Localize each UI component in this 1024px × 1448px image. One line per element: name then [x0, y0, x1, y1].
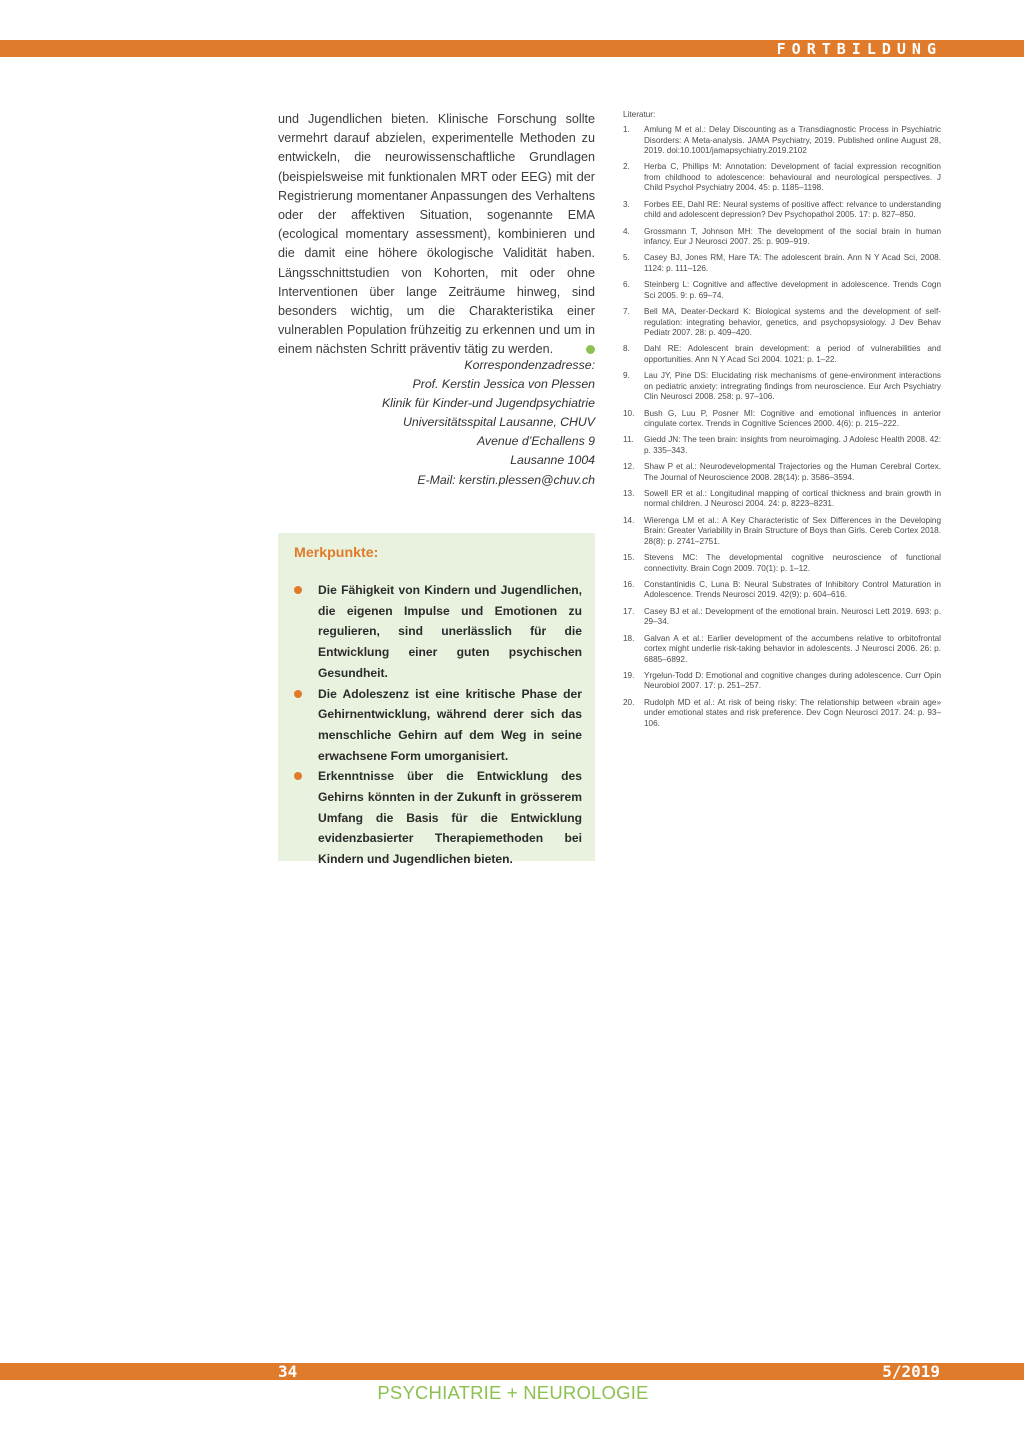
reference-item [623, 125, 941, 156]
reference-number: 15. [623, 553, 635, 563]
reference-text: Casey BJ, Jones RM, Hare TA: The adolescent brain. Ann N Y Acad Sci, 2008. 1124: p. 111–126. [644, 253, 941, 273]
bullet-icon [294, 690, 302, 698]
reference-number: 20. [623, 698, 635, 707]
key-points-title: Merkpunkte: [294, 545, 379, 561]
address-email: E-Mail: kerstin.plessen@chuv.ch [417, 472, 595, 487]
reference-text: Dahl RE: Adolescent brain development: a period of vulnerabilities and opportunities. Ann N Y Acad Sci 2004. 1021: p. 1–22. [644, 344, 941, 364]
reference-number: 1. [623, 125, 630, 135]
reference-item [623, 553, 941, 574]
reference-text: Wierenga LM et al.: A Key Characteristic of Sex Differences in the Developing Brain: Greater Variability in Brain Structure of Boys than Girls. Cereb Cortex 2018. 28(8): p. 2741–2751. [644, 516, 941, 546]
reference-text: Rudolph MD et al.: At risk of being risky: The relationship between «brain age» under emotional states and risk preference. Dev Cogn Neurosci 2017. 24: p. 93–106. [644, 698, 941, 728]
reference-item [623, 280, 941, 301]
address-hospital: Universitätsspital Lausanne, CHUV [402, 415, 595, 430]
reference-number: 14. [623, 516, 635, 526]
reference-number: 8. [623, 344, 630, 354]
reference-item [623, 580, 941, 601]
correspondence-address [360, 356, 595, 490]
reference-text: Amlung M et al.: Delay Discounting as a Transdiagnostic Process in Psychiatric Disorders: A Meta-analysis. JAMA Psychiatry, 2019. Published online August 28, 2019. doi:10.1001/jamapsychiatry.2019.2102 [644, 125, 941, 155]
bullet-icon [294, 586, 302, 594]
bullet-icon [294, 772, 302, 780]
reference-number: 9. [623, 371, 630, 381]
reference-number: 7. [623, 307, 630, 317]
reference-number: 17. [623, 607, 635, 617]
reference-item [623, 489, 941, 510]
reference-text: Casey BJ et al.: Development of the emotional brain. Neurosci Lett 2019. 693: p. 29–34. [644, 607, 941, 627]
reference-text: Yrgelun-Todd D: Emotional and cognitive changes during adolescence. Curr Opin Neurobiol 2007. 17: p. 251–257. [644, 671, 941, 691]
reference-text: Bush G, Luu P, Posner MI: Cognitive and emotional influences in anterior cingulate cortex. Trends in Cognitive Sciences 2000. 4(6): p. 215–222. [644, 408, 941, 428]
reference-item [623, 634, 941, 665]
reference-text: Grossmann T, Johnson MH: The development of the social brain in human infancy. Eur J Neurosci 2007. 25: p. 909–919. [644, 226, 941, 246]
reference-text: Forbes EE, Dahl RE: Neural systems of positive affect: relvance to understanding child and adolescent depression? Dev Psychopathol 2005. 17: p. 827–850. [644, 199, 941, 219]
references-title: Literatur: [623, 110, 656, 119]
reference-item [623, 344, 941, 365]
reference-number: 2. [623, 162, 630, 172]
reference-text: Herba C, Phillips M: Annotation: Development of facial expression recognition from childhood to adolescence: behavioural and neurological perspectives. J Child Psychol Psychiatry 2004. 45: p. 1185–1198. [644, 162, 941, 193]
reference-number: 3. [623, 199, 630, 209]
reference-text: Constantinidis C, Luna B: Neural Substrates of Inhibitory Control Maturation in Adolescence. Trends Neurosci 2019. 42(9): p. 604–616. [644, 580, 941, 600]
section-label: FORTBILDUNG [776, 40, 942, 58]
end-mark-icon [586, 345, 595, 354]
reference-item [623, 435, 941, 456]
reference-number: 5. [623, 253, 630, 263]
journal-title: PSYCHIATRIE + NEUROLOGIE [377, 1382, 649, 1403]
body-text-column [278, 110, 595, 360]
reference-number: 6. [623, 280, 630, 290]
key-points-box [278, 533, 595, 867]
issue-number: 5/2019 [882, 1362, 940, 1381]
reference-text: Lau JY, Pine DS: Elucidating risk mechanisms of gene-environment interactions on pediatric anxiety: intregrating findings from neuroscience. Eur Arch Psychiatry Clin Neurosci 2008. 258: p. 97–106. [644, 371, 941, 401]
key-point-text: Die Fähigkeit von Kindern und Jugendlichen, die eigenen Impulse und Emotionen zu regulieren, sind unerlässlich für die Entwicklung einer guten psychischen Gesundheit. [318, 583, 582, 680]
reference-text: Galvan A et al.: Earlier development of the accumbens relative to orbitofrontal cortex might underlie risk-taking behavior in adolescents. J Neurosci 2006. 26: p. 6885–6892. [644, 633, 941, 664]
reference-item [623, 253, 941, 274]
address-label: Korrespondenzadresse: [464, 358, 595, 372]
reference-item [623, 462, 941, 483]
reference-item [623, 162, 941, 193]
reference-item [623, 671, 941, 692]
header-bar [0, 40, 1024, 57]
reference-number: 18. [623, 633, 635, 643]
reference-item [623, 698, 941, 729]
reference-number: 19. [623, 671, 635, 681]
reference-text: Bell MA, Deater-Deckard K: Biological systems and the development of self-regulation: integrating behavior, genetics, and psychopsysiology. J Dev Behav Pediatr 2007. 28: p. 409–420. [644, 307, 941, 337]
reference-number: 11. [623, 435, 634, 445]
reference-number: 12. [623, 462, 635, 472]
reference-text: Shaw P et al.: Neurodevelopmental Trajectories og the Human Cerebral Cortex. The Journal of Neuroscience 2008. 28(14): p. 3586–3594. [644, 462, 941, 482]
reference-item [623, 200, 941, 221]
key-point-item [294, 580, 582, 684]
reference-number: 4. [623, 226, 630, 236]
page-number: 34 [278, 1362, 298, 1381]
address-city: Lausanne 1004 [510, 453, 595, 468]
reference-text: Sowell ER et al.: Longitudinal mapping of cortical thickness and brain growth in normal children. J Neurosci 2004. 24: p. 8223–8231. [644, 489, 941, 509]
key-point-text: Die Adoleszenz ist eine kritische Phase der Gehirnentwicklung, während derer sich das menschliche Gehirn auf dem Weg in seine erwachsene Form umorganisiert. [318, 686, 582, 763]
reference-number: 10. [623, 408, 635, 418]
reference-item [623, 409, 941, 430]
reference-text: Steinberg L: Cognitive and affective development in adolescence. Trends Cogn Sci 2005. 9: p. 69–74. [644, 280, 941, 300]
reference-text: Giedd JN: The teen brain: insights from neuroimaging. J Adolesc Health 2008. 42: p. 335–343. [644, 435, 941, 455]
reference-item [623, 371, 941, 402]
key-point-text: Erkenntnisse über die Entwicklung des Gehirns könnten in der Zukunft in grösserem Umfang die Basis für die Entwicklung evidenzbasierter Therapiemethoden bei Kindern und Jugendlichen bieten. [318, 769, 582, 867]
footer-bar [0, 1363, 1024, 1380]
body-paragraph-text: und Jugendlichen bieten. Klinische Forschung sollte vermehrt darauf abzielen, experimentelle Methoden zu entwickeln, die neurowissenschaftliche Grundlagen (beispielsweise mit funktionalen MRT oder EEG) mit der Registrierung momentaner Anpassungen des Verhaltens oder der affektiven Situation, sogenannte EMA (ecological momentary assessment), kombinieren und die damit eine höhere ökologische Validität haben. Längsschnittstudien von Kohorten, mit oder ohne Interventionen über lange Zeiträume hinweg, sind besonders wichtig, um die Charakteristika einer vulnerablen Population frühzeitig zu erkennen und um in einem nächsten Schritt präventiv tätig zu werden. [278, 112, 595, 357]
key-point-item [294, 766, 582, 870]
reference-text: Stevens MC: The developmental cognitive neuroscience of functional connectivity. Brain Cogn 2009. 70(1): p. 1–12. [644, 553, 941, 573]
body-paragraph [278, 110, 595, 360]
reference-item [623, 227, 941, 248]
address-street: Avenue d’Echallens 9 [476, 434, 595, 449]
key-points-list [294, 580, 582, 870]
key-point-item [294, 684, 582, 767]
reference-item [623, 607, 941, 628]
address-clinic: Klinik für Kinder-und Jugendpsychiatrie [381, 396, 595, 411]
reference-number: 16. [623, 580, 635, 590]
reference-item [623, 307, 941, 338]
address-name: Prof. Kerstin Jessica von Plessen [412, 377, 595, 392]
reference-item [623, 516, 941, 547]
references-column [623, 110, 941, 735]
reference-number: 13. [623, 489, 635, 499]
